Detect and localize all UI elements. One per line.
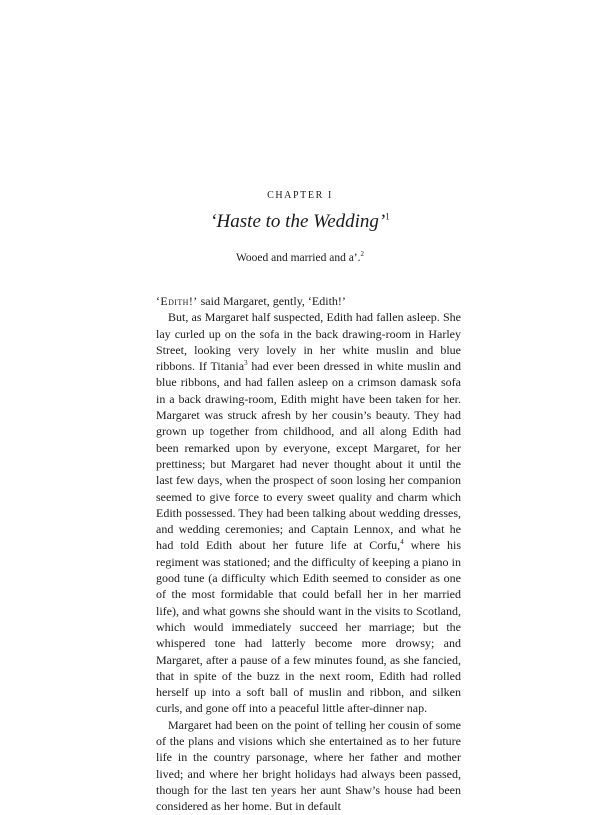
footnote-marker: 4 — [400, 538, 404, 547]
paragraph — [156, 293, 461, 309]
footnote-marker: 2 — [360, 250, 365, 259]
footnote-marker: 3 — [244, 359, 248, 368]
body-text — [156, 293, 461, 815]
footnote-marker: 1 — [385, 211, 390, 222]
paragraph-text: But, as Margaret half suspected, Edith had fallen asleep. She lay curled up on the sofa in the back drawing-room in Harley Street, looking very lovely in her white muslin and blue ribbons. If Titania — [156, 310, 461, 374]
chapter-title-text: ‘Haste to the Wedding’ — [210, 211, 386, 232]
opening-word: ‘Edith!’ — [156, 294, 198, 308]
epigraph-text: Wooed and married and a’. — [235, 252, 361, 264]
paragraph-text: had ever been dressed in white muslin and blue ribbons, and had fallen asleep on a crimson damask sofa in a back drawing-room, Edith might have been taken for her. Margaret was struck afresh by her cousin’s beauty. They had grown up together from childhood, and all along Edith had been remarked upon by everyone, except Margaret, for her prettiness; but Margaret had never thought about it until the last few days, when the prospect of soon losing her companion seemed to give force to every sweet quality and charm which Edith possessed. They had been talking about wedding dresses, and wedding ceremonies; and Captain Lennox, and what he had told Edith about her future life at Corfu, — [156, 359, 462, 553]
paragraph — [156, 717, 461, 815]
paragraph — [156, 309, 461, 716]
chapter-number: CHAPTER I — [267, 190, 333, 201]
chapter-title — [0, 211, 600, 233]
paragraph-text: said Margaret, gently, ‘Edith!’ — [197, 294, 346, 308]
paragraph-text: where his regiment was stationed; and the difficulty of keeping a piano in good tune (a difficulty which Edith seemed to consider as one of the most formidable that could befall her in her married life), and what gowns she should want in the visits to Scotland, which would immediately succeed her marriage; but the whispered tone had latterly become more drowsy; and Margaret, after a pause of a few minutes found, as she fancied, that in spite of the buzz in the next room, Edith had rolled herself up into a soft ball of muslin and ribbon, and silken curls, and gone off into a peaceful little after-dinner nap. — [156, 538, 461, 716]
paragraph-text: Margaret had been on the point of telling her cousin of some of the plans and visions which she entertained as to her future life in the country parsonage, where her father and mother lived; and where her bright holidays had always been passed, though for the last ten years her aunt Shaw’s house had been considered as her home. But in default — [156, 717, 461, 814]
epigraph — [0, 252, 600, 264]
